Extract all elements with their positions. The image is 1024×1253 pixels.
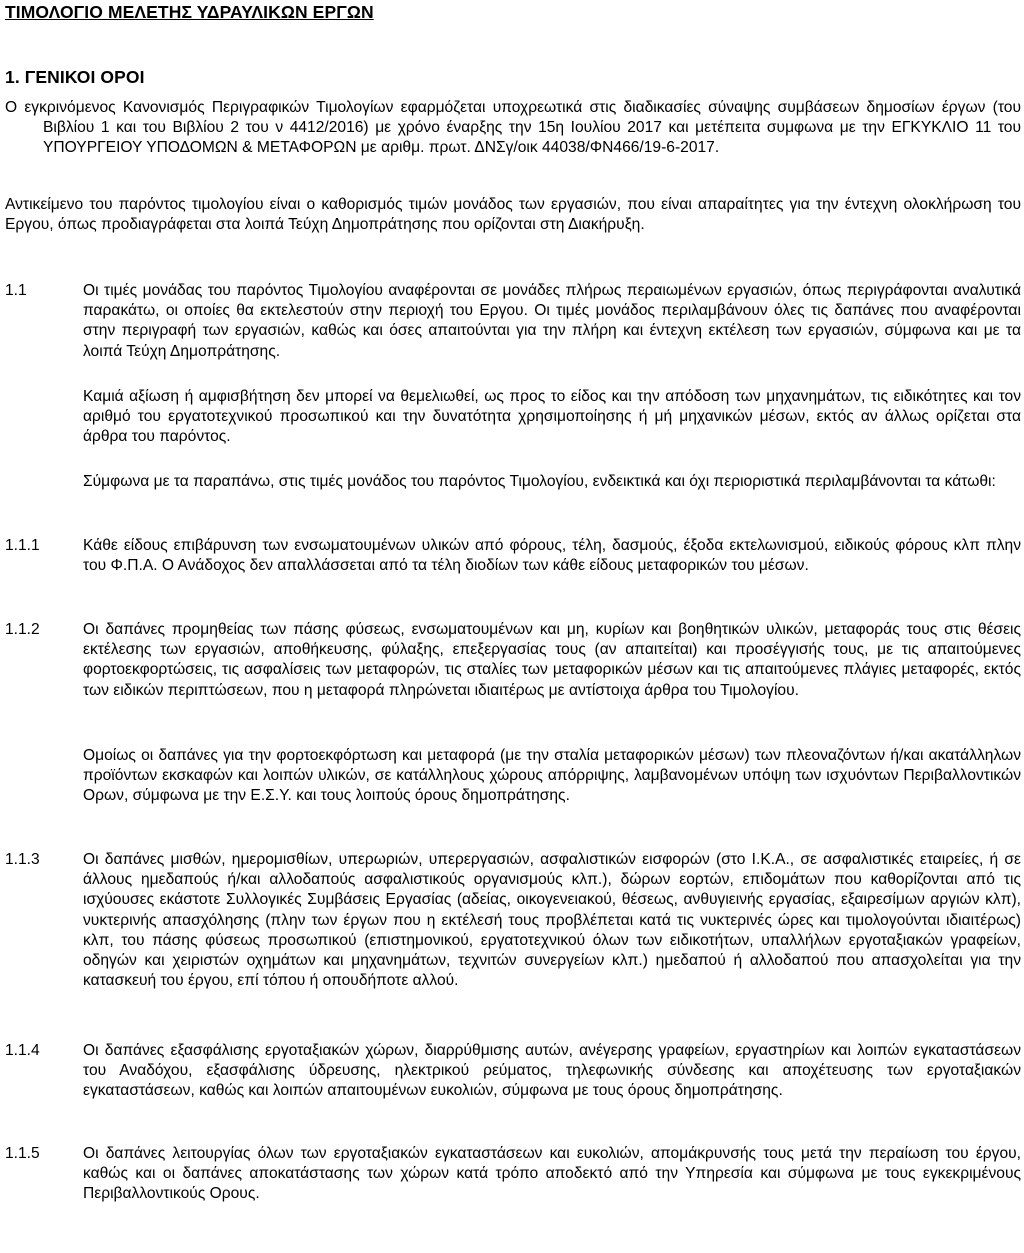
clause-number: 1.1.4 bbox=[5, 1042, 40, 1059]
clause-1-1-3 bbox=[5, 850, 1021, 991]
clause-1-1-5 bbox=[5, 1144, 1021, 1205]
clause-1-1-2-paragraph-2: Ομοίως οι δαπάνες για την φορτοεκφόρτωση και μεταφορά (με την σταλία μεταφορικών μέσων) των πλεοναζόντων ή/και ακατάλληλων προϊόντων εκσκαφών και λοιπών υλικών, σε κατάλληλους χώρους απόρριψης, λαμβανομένων υπόψη των ισχυόντων Περιβαλλοντικών Ορων, σύμφωνα με την Ε.Σ.Υ. και τους λοιπούς όρους δημοπράτησης. bbox=[83, 747, 1021, 805]
clause-1-1-paragraph-3: Σύμφωνα με τα παραπάνω, στις τιμές μονάδος του παρόντος Τιμολογίου, ενδεικτικά και όχι περιοριστικά περιλαμβάνονται τα κάτωθι: bbox=[83, 473, 996, 490]
clause-text: Οι δαπάνες εξασφάλισης εργοταξιακών χώρων, διαρρύθμισης αυτών, ανέγερσης γραφείων, εργαστηρίων και λοιπών εγκαταστάσεων του Αναδόχου, εξασφάλισης ύδρευσης, ηλεκτρικού ρεύματος, τηλεφωνικής σύνδεσης και αποχέτευσης των εργοταξιακών εγκαταστάσεων, καθώς και λοιπών απαιτουμένων ευκολιών, σύμφωνα με τους όρους δημοπράτησης. bbox=[83, 1042, 1021, 1100]
intro-paragraph-subject: Αντικείμενο του παρόντος τιμολογίου είναι ο καθορισμός τιμών μονάδος των εργασιών, που είναι απαραίτητες για την έντεχνη ολοκλήρωση του Εργου, όπως προδιαγράφεται στα λοιπά Τεύχη Δημοπράτησης που ορίζονται στη Διακήρυξη. bbox=[5, 196, 1021, 234]
clause-text: Οι δαπάνες προμηθείας των πάσης φύσεως, ενσωματουμένων και μη, κυρίων και βοηθητικών υλικών, μεταφοράς τους στις θέσεις εκτέλεσης των εργασιών, αποθήκευσης, φύλαξης, επεξεργασίας τους (αν απαιτείται) και προσέγγισής τους, με τις απαιτούμενες φορτοεκφορτώσεις, τις ασφαλίσεις των μεταφορών, τις σταλίες των μεταφορικών μέσων και τις απαιτούμενες πλάγιες μεταφορές, εκτός των ειδικών περιπτώσεων, που η μεταφορά πληρώνεται ιδιαιτέρως με αντίστοιχα άρθρα του Τιμολογίου. bbox=[83, 621, 1021, 699]
intro-paragraph-regulation: Ο εγκρινόμενος Κανονισμός Περιγραφικών Τιμολογίων εφαρμόζεται υποχρεωτικά στις διαδικασίες σύναψης συμβάσεων δημοσίων έργων (του Βιβλίου 1 και του Βιβλίου 2 του ν 4412/2016) με χρόνο έναρξης την 15η Ιουλίου 2017 και μετέπειτα συμφωνα με την ΕΓΚΥΚΛΙΟ 11 του ΥΠΟΥΡΓΕΙΟΥ ΥΠΟΔΟΜΩΝ & ΜΕΤΑΦΟΡΩΝ με αριθμ. πρωτ. ΔΝΣγ/οικ 44038/ΦΝ466/19-6-2017. bbox=[5, 99, 1021, 157]
clause-1-1 bbox=[5, 281, 1021, 362]
clause-number: 1.1.3 bbox=[5, 851, 40, 868]
clause-1-1-paragraph-2: Καμιά αξίωση ή αμφισβήτηση δεν μπορεί να θεμελιωθεί, ως προς το είδος και την απόδοση των μηχανημάτων, τις ειδικότητες και τον αριθμό του εργατοτεχνικού προσωπικού και την δυνατότητα χρησιμοποίησης ή μή μηχανικών μέσων, εκτός αν άλλως ορίζεται στα άρθρα του παρόντος. bbox=[83, 388, 1021, 446]
clause-number: 1.1.2 bbox=[5, 621, 40, 638]
document-title: ΤΙΜΟΛΟΓΙΟ ΜΕΛΕΤΗΣ ΥΔΡΑΥΛΙΚΩΝ ΕΡΓΩΝ bbox=[5, 2, 374, 22]
clause-number: 1.1 bbox=[5, 282, 27, 299]
clause-text: Κάθε είδους επιβάρυνση των ενσωματουμένων υλικών από φόρους, τέλη, δασμούς, έξοδα εκτελωνισμού, ειδικούς φόρους κλπ πλην του Φ.Π.Α. Ο Ανάδοχος δεν απαλλάσσεται από τα τέλη διοδίων των κάθε είδους μεταφορικών του μέσων. bbox=[83, 537, 1021, 575]
clause-number: 1.1.5 bbox=[5, 1145, 40, 1162]
clause-text: Οι δαπάνες μισθών, ημερομισθίων, υπερωριών, υπερεργασιών, ασφαλιστικών εισφορών (στο Ι.Κ.Α., σε ασφαλιστικές εταιρείες, ή σε άλλους ημεδαπούς ή/και αλλοδαπούς ασφαλιστικούς οργανισμούς κλπ.), δώρων εορτών, επιδομάτων που καθορίζονται από τις ισχύουσες εκάστοτε Συλλογικές Συμβάσεις Εργασίας (αδείας, οικογενειακού, θέσεως, ανθυγιεινής εργασίας, εξαιρεσίμων αργιών κλπ), νυκτερινής απασχόλησης (πλην των έργων που η εκτέλεσή τους προβλέπεται κατά τις νυκτερινές ώρες και τιμολογούνται ιδιαιτέρως) κλπ, του πάσης φύσεως προσωπικού (επιστημονικού, εργατοτεχνικού όλων των ειδικοτήτων, υπαλλήλων εργοταξιακών γραφείων, οδηγών και χειριστών οχημάτων και μηχανημάτων, τεχνιτών συνεργείων κλπ.) ημεδαπού ή αλλοδαπού που απασχολείται για την κατασκευή του έργου, επί τόπου ή οπουδήποτε αλλού. bbox=[83, 851, 1021, 990]
clause-text: Οι δαπάνες λειτουργίας όλων των εργοταξιακών εγκαταστάσεων και ευκολιών, απομάκρυνσής τους μετά την περαίωση του έργου, καθώς και οι δαπάνες αποκατάστασης των χώρων κατά τρόπο αποδεκτό από την Υπηρεσία και σύμφωνα με τους εγκεκριμένους Περιβαλλοντικούς Ορους. bbox=[83, 1145, 1021, 1203]
clause-number: 1.1.1 bbox=[5, 537, 40, 554]
clause-1-1-4 bbox=[5, 1041, 1021, 1102]
section-heading-general-terms: 1. ΓΕΝΙΚΟΙ ΟΡΟΙ bbox=[5, 67, 145, 87]
clause-1-1-1 bbox=[5, 536, 1021, 576]
clause-1-1-2 bbox=[5, 620, 1021, 701]
clause-text: Οι τιμές μονάδας του παρόντος Τιμολογίου αναφέρονται σε μονάδες πλήρως περαιωμένων εργασιών, όπως περιγράφονται αναλυτικά παρακάτω, οι οποίες θα εκτελεστούν στην περιοχή του Εργου. Οι τιμές μονάδος περιλαμβάνουν όλες τις δαπάνες που αναφέρονται στην περιγραφή των εργασιών, καθώς και όσες απαιτούνται για την πλήρη και έντεχνη εκτέλεση των εργασιών, σύμφωνα και με τα λοιπά Τεύχη Δημοπράτησης. bbox=[83, 282, 1021, 360]
